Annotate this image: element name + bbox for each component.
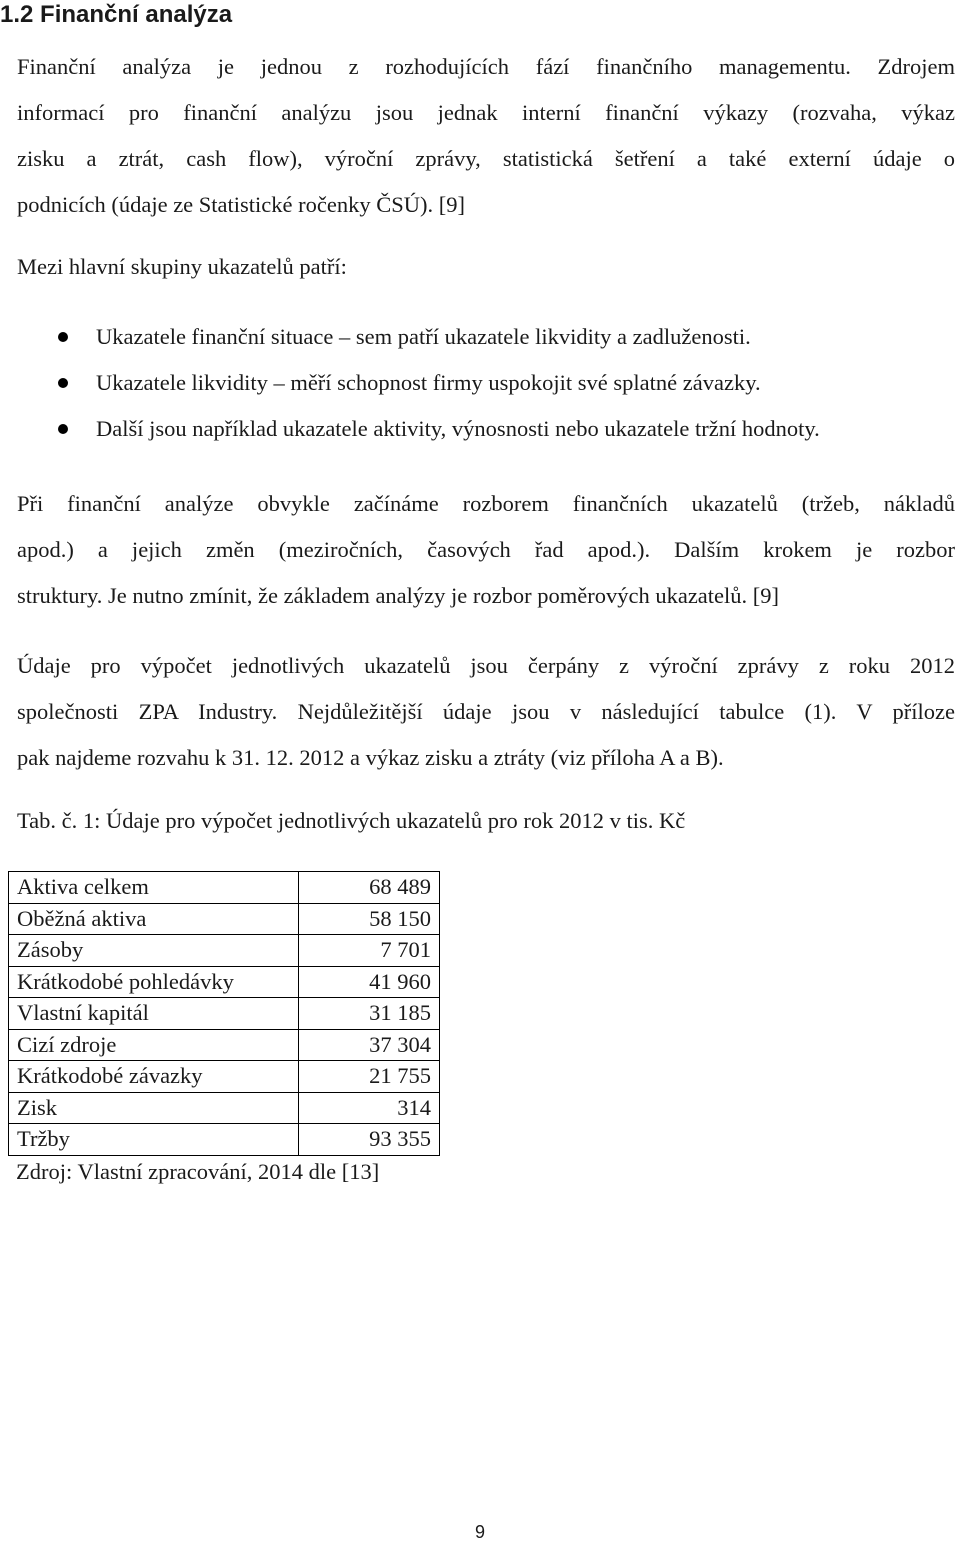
row-label: Krátkodobé závazky xyxy=(9,1061,299,1093)
row-label: Aktiva celkem xyxy=(9,872,299,904)
row-value: 21 755 xyxy=(299,1061,440,1093)
intro-line-2: informací pro finanční analýzu jsou jednak interní finanční výkazy (rozvaha, výkaz xyxy=(17,100,955,125)
table-caption xyxy=(17,803,955,839)
intro-line-1: Finanční analýza je jednou z rozhodujících fází finančního managementu. Zdrojem xyxy=(17,54,955,79)
row-label: Tržby xyxy=(9,1124,299,1156)
row-value: 314 xyxy=(299,1092,440,1124)
table-source-note: Zdroj: Vlastní zpracování, 2014 dle [13] xyxy=(16,1159,380,1184)
row-label: Oběžná aktiva xyxy=(9,903,299,935)
table-row xyxy=(9,1029,440,1061)
page-number: 9 xyxy=(474,1522,485,1542)
groups-intro-line: Mezi hlavní skupiny ukazatelů patří: xyxy=(17,254,347,279)
bullet-icon xyxy=(58,424,68,434)
table-row xyxy=(9,998,440,1030)
intro-line-4: podnicích (údaje ze Statistické ročenky ČSÚ). [9] xyxy=(17,192,465,217)
row-label: Cizí zdroje xyxy=(9,1029,299,1061)
table-row xyxy=(9,903,440,935)
analysis-line-1: Při finanční analýze obvykle začínáme rozborem finančních ukazatelů (tržeb, nákladů xyxy=(17,491,955,516)
table-caption-text: Tab. č. 1: Údaje pro výpočet jednotlivých ukazatelů pro rok 2012 v tis. Kč xyxy=(17,808,686,833)
list-item-text: Další jsou například ukazatele aktivity, výnosnosti nebo ukazatele tržní hodnoty. xyxy=(96,416,820,441)
table-row xyxy=(9,1061,440,1093)
table-row xyxy=(9,872,440,904)
list-item-text: Ukazatele likvidity – měří schopnost firmy uspokojit své splatné závazky. xyxy=(96,370,761,395)
data-source-line-2: společnosti ZPA Industry. Nejdůležitější údaje jsou v následující tabulce (1). V příloze xyxy=(17,699,955,724)
analysis-line-3: struktury. Je nutno zmínit, že základem analýzy je rozbor poměrových ukazatelů. [9] xyxy=(17,583,780,608)
row-value: 68 489 xyxy=(299,872,440,904)
row-label: Zisk xyxy=(9,1092,299,1124)
row-label: Krátkodobé pohledávky xyxy=(9,966,299,998)
row-value: 41 960 xyxy=(299,966,440,998)
data-source-line-1: Údaje pro výpočet jednotlivých ukazatelů jsou čerpány z výroční zprávy z roku 2012 xyxy=(17,653,955,678)
row-value: 58 150 xyxy=(299,903,440,935)
intro-line-3: zisku a ztrát, cash flow), výroční zprávy, statistická šetření a také externí údaje o xyxy=(17,146,955,171)
groups-intro-paragraph xyxy=(17,252,955,282)
table-row xyxy=(9,1124,440,1156)
table-row xyxy=(9,1092,440,1124)
data-source-paragraph xyxy=(17,643,955,781)
section-heading: 1.2 Finanční analýza xyxy=(0,1,233,28)
data-source-line-3: pak najdeme rozvahu k 31. 12. 2012 a výkaz zisku a ztráty (viz příloha A a B). xyxy=(17,745,724,770)
list-item-text: Ukazatele finanční situace – sem patří ukazatele likvidity a zadluženosti. xyxy=(96,324,751,349)
row-label: Vlastní kapitál xyxy=(9,998,299,1030)
row-label: Zásoby xyxy=(9,935,299,967)
row-value: 93 355 xyxy=(299,1124,440,1156)
table-row xyxy=(9,935,440,967)
analysis-line-2: apod.) a jejich změn (meziročních, časových řad apod.). Dalším krokem je rozbor xyxy=(17,537,955,562)
intro-paragraph xyxy=(17,44,955,228)
bullet-icon xyxy=(58,378,68,388)
table-row xyxy=(9,966,440,998)
row-value: 7 701 xyxy=(299,935,440,967)
row-value: 31 185 xyxy=(299,998,440,1030)
bullet-icon xyxy=(58,332,68,342)
indicator-data-table xyxy=(8,871,440,1156)
analysis-paragraph xyxy=(17,481,955,619)
row-value: 37 304 xyxy=(299,1029,440,1061)
